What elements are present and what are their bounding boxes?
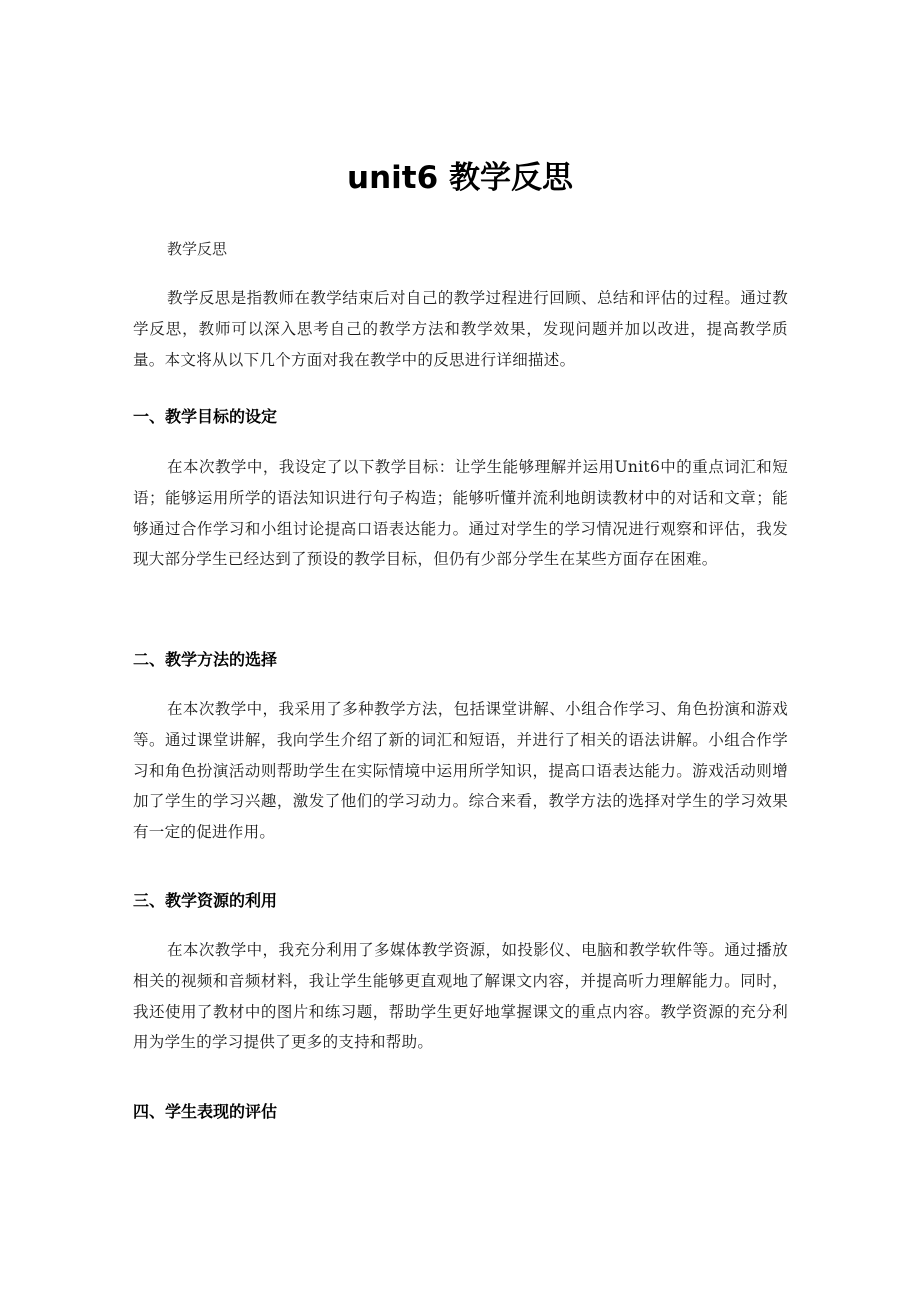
section-heading-2: 二、教学方法的选择 <box>133 650 278 669</box>
document-title: unit6 教学反思 <box>347 160 573 196</box>
section-heading-3: 三、教学资源的利用 <box>133 891 278 910</box>
section-heading-4: 四、学生表现的评估 <box>133 1102 278 1121</box>
document-subtitle: 教学反思 <box>167 240 228 258</box>
section-body-2: 在本次教学中，我采用了多种教学方法，包括课堂讲解、小组合作学习、角色扮演和游戏等。通过课堂讲解，我向学生介绍了新的词汇和短语，并进行了相关的语法讲解。小组合作学习和角色扮演活动则帮助学生在实际情境中运用所学知识，提高口语表达能力。游戏活动则增加了学生的学习兴趣，激发了他们的学习动力。综合来看，教学方法的选择对学生的学习效果有一定的促进作用。 <box>133 700 788 842</box>
intro-paragraph: 教学反思是指教师在教学结束后对自己的教学过程进行回顾、总结和评估的过程。通过教学反思，教师可以深入思考自己的教学方法和教学效果，发现问题并加以改进，提高教学质量。本文将从以下几个方面对我在教学中的反思进行详细描述。 <box>133 289 788 369</box>
section-body-3: 在本次教学中，我充分利用了多媒体教学资源，如投影仪、电脑和教学软件等。通过播放相关的视频和音频材料，我让学生能够更直观地了解课文内容，并提高听力理解能力。同时，我还使用了教材中的图片和练习题，帮助学生更好地掌握课文的重点内容。教学资源的充分利用为学生的学习提供了更多的支持和帮助。 <box>133 941 788 1052</box>
section-heading-1: 一、教学目标的设定 <box>133 407 278 426</box>
section-body-1: 在本次教学中，我设定了以下教学目标：让学生能够理解并运用Unit6中的重点词汇和短语；能够运用所学的语法知识进行句子构造；能够听懂并流利地朗读教材中的对话和文章；能够通过合作学习和小组讨论提高口语表达能力。通过对学生的学习情况进行观察和评估，我发现大部分学生已经达到了预设的教学目标，但仍有少部分学生在某些方面存在困难。 <box>133 458 788 569</box>
